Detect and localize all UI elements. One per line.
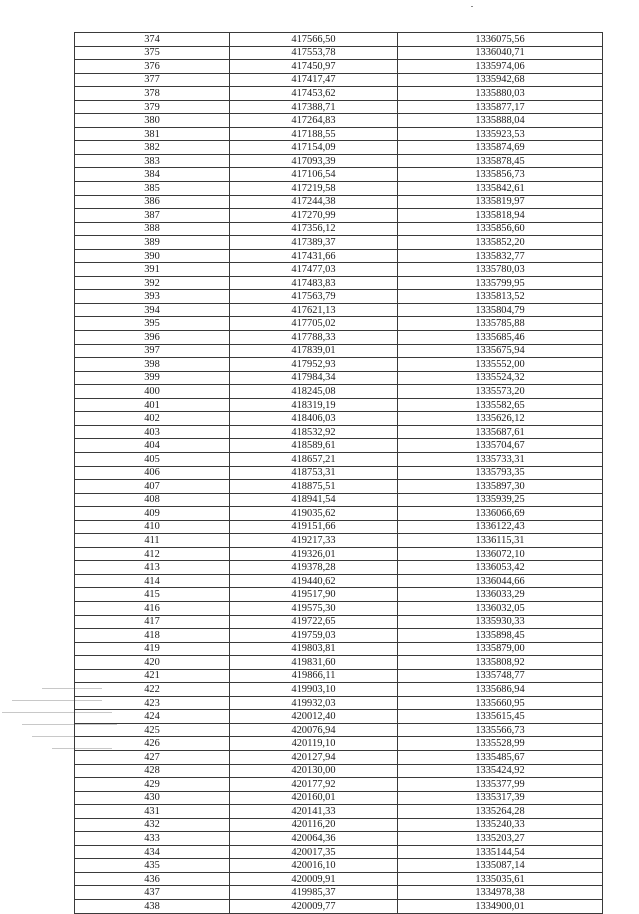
x-coordinate-cell: 419035,62 — [230, 507, 398, 521]
y-coordinate-cell: 1335923,53 — [398, 127, 603, 141]
table-row — [75, 629, 603, 643]
table-row — [75, 452, 603, 466]
point-number-cell: 438 — [75, 900, 230, 914]
y-coordinate-cell: 1335880,03 — [398, 87, 603, 101]
y-coordinate-cell: 1334978,38 — [398, 886, 603, 900]
table-row — [75, 358, 603, 372]
y-coordinate-cell: 1335733,31 — [398, 452, 603, 466]
x-coordinate-cell: 418589,61 — [230, 439, 398, 453]
x-coordinate-cell: 419217,33 — [230, 534, 398, 548]
x-coordinate-cell: 418319,19 — [230, 398, 398, 412]
x-coordinate-cell: 420009,91 — [230, 872, 398, 886]
table-row — [75, 60, 603, 74]
y-coordinate-cell: 1335819,97 — [398, 195, 603, 209]
x-coordinate-cell: 417477,03 — [230, 263, 398, 277]
table-row — [75, 303, 603, 317]
point-number-cell: 393 — [75, 290, 230, 304]
x-coordinate-cell: 417839,01 — [230, 344, 398, 358]
table-row — [75, 290, 603, 304]
table-row — [75, 750, 603, 764]
point-number-cell: 414 — [75, 574, 230, 588]
table-row — [75, 276, 603, 290]
y-coordinate-cell: 1335897,30 — [398, 480, 603, 494]
point-number-cell: 412 — [75, 547, 230, 561]
point-number-cell: 401 — [75, 398, 230, 412]
table-row — [75, 710, 603, 724]
x-coordinate-cell: 420064,36 — [230, 832, 398, 846]
y-coordinate-cell: 1335582,65 — [398, 398, 603, 412]
y-coordinate-cell: 1335808,92 — [398, 656, 603, 670]
point-number-cell: 422 — [75, 683, 230, 697]
point-number-cell: 380 — [75, 114, 230, 128]
coordinates-table — [74, 32, 603, 914]
y-coordinate-cell: 1336122,43 — [398, 520, 603, 534]
table-row — [75, 154, 603, 168]
x-coordinate-cell: 417705,02 — [230, 317, 398, 331]
table-row — [75, 425, 603, 439]
x-coordinate-cell: 419803,81 — [230, 642, 398, 656]
y-coordinate-cell: 1335748,77 — [398, 669, 603, 683]
x-coordinate-cell: 420130,00 — [230, 764, 398, 778]
table-row — [75, 195, 603, 209]
table-row — [75, 46, 603, 60]
y-coordinate-cell: 1335704,67 — [398, 439, 603, 453]
point-number-cell: 378 — [75, 87, 230, 101]
x-coordinate-cell: 417450,97 — [230, 60, 398, 74]
point-number-cell: 423 — [75, 696, 230, 710]
y-coordinate-cell: 1335087,14 — [398, 859, 603, 873]
table-row — [75, 236, 603, 250]
y-coordinate-cell: 1335974,06 — [398, 60, 603, 74]
table-row — [75, 683, 603, 697]
point-number-cell: 405 — [75, 452, 230, 466]
y-coordinate-cell: 1336115,31 — [398, 534, 603, 548]
x-coordinate-cell: 417566,50 — [230, 33, 398, 47]
point-number-cell: 394 — [75, 303, 230, 317]
table-row — [75, 818, 603, 832]
point-number-cell: 407 — [75, 480, 230, 494]
y-coordinate-cell: 1336066,69 — [398, 507, 603, 521]
y-coordinate-cell: 1335144,54 — [398, 845, 603, 859]
x-coordinate-cell: 420127,94 — [230, 750, 398, 764]
x-coordinate-cell: 417553,78 — [230, 46, 398, 60]
point-number-cell: 432 — [75, 818, 230, 832]
point-number-cell: 411 — [75, 534, 230, 548]
point-number-cell: 406 — [75, 466, 230, 480]
x-coordinate-cell: 418245,08 — [230, 385, 398, 399]
y-coordinate-cell: 1335785,88 — [398, 317, 603, 331]
table-row — [75, 656, 603, 670]
x-coordinate-cell: 417154,09 — [230, 141, 398, 155]
y-coordinate-cell: 1336053,42 — [398, 561, 603, 575]
x-coordinate-cell: 418406,03 — [230, 412, 398, 426]
y-coordinate-cell: 1336075,56 — [398, 33, 603, 47]
table-row — [75, 493, 603, 507]
point-number-cell: 392 — [75, 276, 230, 290]
y-coordinate-cell: 1336033,29 — [398, 588, 603, 602]
y-coordinate-cell: 1335813,52 — [398, 290, 603, 304]
table-row — [75, 127, 603, 141]
table-row — [75, 507, 603, 521]
table-row — [75, 845, 603, 859]
point-number-cell: 400 — [75, 385, 230, 399]
table-row — [75, 344, 603, 358]
x-coordinate-cell: 419985,37 — [230, 886, 398, 900]
table-row — [75, 642, 603, 656]
point-number-cell: 404 — [75, 439, 230, 453]
point-number-cell: 410 — [75, 520, 230, 534]
point-number-cell: 431 — [75, 805, 230, 819]
y-coordinate-cell: 1335377,99 — [398, 778, 603, 792]
point-number-cell: 429 — [75, 778, 230, 792]
point-number-cell: 397 — [75, 344, 230, 358]
y-coordinate-cell: 1336040,71 — [398, 46, 603, 60]
point-number-cell: 388 — [75, 222, 230, 236]
point-number-cell: 413 — [75, 561, 230, 575]
point-number-cell: 382 — [75, 141, 230, 155]
coordinates-sheet — [74, 32, 602, 914]
x-coordinate-cell: 419326,01 — [230, 547, 398, 561]
point-number-cell: 376 — [75, 60, 230, 74]
point-number-cell: 421 — [75, 669, 230, 683]
table-row — [75, 561, 603, 575]
table-row — [75, 209, 603, 223]
table-row — [75, 520, 603, 534]
y-coordinate-cell: 1335856,73 — [398, 168, 603, 182]
point-number-cell: 402 — [75, 412, 230, 426]
table-row — [75, 371, 603, 385]
point-number-cell: 391 — [75, 263, 230, 277]
y-coordinate-cell: 1335930,33 — [398, 615, 603, 629]
x-coordinate-cell: 418753,31 — [230, 466, 398, 480]
y-coordinate-cell: 1335832,77 — [398, 249, 603, 263]
table-row — [75, 696, 603, 710]
y-coordinate-cell: 1335685,46 — [398, 331, 603, 345]
y-coordinate-cell: 1335566,73 — [398, 723, 603, 737]
y-coordinate-cell: 1335528,99 — [398, 737, 603, 751]
y-coordinate-cell: 1336044,66 — [398, 574, 603, 588]
y-coordinate-cell: 1335573,20 — [398, 385, 603, 399]
x-coordinate-cell: 420009,77 — [230, 900, 398, 914]
table-row — [75, 832, 603, 846]
x-coordinate-cell: 417453,62 — [230, 87, 398, 101]
point-number-cell: 375 — [75, 46, 230, 60]
y-coordinate-cell: 1335552,00 — [398, 358, 603, 372]
y-coordinate-cell: 1336072,10 — [398, 547, 603, 561]
table-row — [75, 886, 603, 900]
table-row — [75, 263, 603, 277]
x-coordinate-cell: 418875,51 — [230, 480, 398, 494]
table-row — [75, 872, 603, 886]
table-row — [75, 73, 603, 87]
y-coordinate-cell: 1335877,17 — [398, 100, 603, 114]
x-coordinate-cell: 417431,66 — [230, 249, 398, 263]
y-coordinate-cell: 1335939,25 — [398, 493, 603, 507]
table-row — [75, 588, 603, 602]
x-coordinate-cell: 417788,33 — [230, 331, 398, 345]
x-coordinate-cell: 419932,03 — [230, 696, 398, 710]
table-row — [75, 778, 603, 792]
x-coordinate-cell: 417389,37 — [230, 236, 398, 250]
table-row — [75, 737, 603, 751]
x-coordinate-cell: 418657,21 — [230, 452, 398, 466]
x-coordinate-cell: 420141,33 — [230, 805, 398, 819]
point-number-cell: 427 — [75, 750, 230, 764]
y-coordinate-cell: 1335264,28 — [398, 805, 603, 819]
x-coordinate-cell: 419831,60 — [230, 656, 398, 670]
point-number-cell: 436 — [75, 872, 230, 886]
table-row — [75, 100, 603, 114]
y-coordinate-cell: 1335804,79 — [398, 303, 603, 317]
table-row — [75, 222, 603, 236]
point-number-cell: 399 — [75, 371, 230, 385]
table-row — [75, 900, 603, 914]
table-row — [75, 398, 603, 412]
x-coordinate-cell: 419575,30 — [230, 601, 398, 615]
y-coordinate-cell: 1335687,61 — [398, 425, 603, 439]
x-coordinate-cell: 417563,79 — [230, 290, 398, 304]
x-coordinate-cell: 420119,10 — [230, 737, 398, 751]
x-coordinate-cell: 419517,90 — [230, 588, 398, 602]
point-number-cell: 426 — [75, 737, 230, 751]
x-coordinate-cell: 417417,47 — [230, 73, 398, 87]
point-number-cell: 385 — [75, 182, 230, 196]
table-row — [75, 87, 603, 101]
point-number-cell: 374 — [75, 33, 230, 47]
x-coordinate-cell: 420012,40 — [230, 710, 398, 724]
y-coordinate-cell: 1335818,94 — [398, 209, 603, 223]
table-row — [75, 601, 603, 615]
table-row — [75, 805, 603, 819]
y-coordinate-cell: 1335626,12 — [398, 412, 603, 426]
point-number-cell: 415 — [75, 588, 230, 602]
point-number-cell: 424 — [75, 710, 230, 724]
x-coordinate-cell: 420017,35 — [230, 845, 398, 859]
point-number-cell: 395 — [75, 317, 230, 331]
x-coordinate-cell: 417188,55 — [230, 127, 398, 141]
x-coordinate-cell: 417244,38 — [230, 195, 398, 209]
table-row — [75, 466, 603, 480]
table-row — [75, 534, 603, 548]
x-coordinate-cell: 417264,83 — [230, 114, 398, 128]
table-row — [75, 480, 603, 494]
y-coordinate-cell: 1335686,94 — [398, 683, 603, 697]
table-row — [75, 723, 603, 737]
x-coordinate-cell: 417270,99 — [230, 209, 398, 223]
point-number-cell: 430 — [75, 791, 230, 805]
point-number-cell: 433 — [75, 832, 230, 846]
table-row — [75, 547, 603, 561]
y-coordinate-cell: 1335793,35 — [398, 466, 603, 480]
table-row — [75, 114, 603, 128]
point-number-cell: 384 — [75, 168, 230, 182]
x-coordinate-cell: 419866,11 — [230, 669, 398, 683]
x-coordinate-cell: 419440,62 — [230, 574, 398, 588]
table-row — [75, 317, 603, 331]
y-coordinate-cell: 1335888,04 — [398, 114, 603, 128]
y-coordinate-cell: 1335035,61 — [398, 872, 603, 886]
point-number-cell: 428 — [75, 764, 230, 778]
x-coordinate-cell: 420177,92 — [230, 778, 398, 792]
x-coordinate-cell: 420160,01 — [230, 791, 398, 805]
point-number-cell: 377 — [75, 73, 230, 87]
x-coordinate-cell: 417388,71 — [230, 100, 398, 114]
point-number-cell: 419 — [75, 642, 230, 656]
table-row — [75, 412, 603, 426]
point-number-cell: 379 — [75, 100, 230, 114]
point-number-cell: 408 — [75, 493, 230, 507]
y-coordinate-cell: 1335780,03 — [398, 263, 603, 277]
point-number-cell: 389 — [75, 236, 230, 250]
y-coordinate-cell: 1335524,32 — [398, 371, 603, 385]
table-row — [75, 385, 603, 399]
point-number-cell: 435 — [75, 859, 230, 873]
y-coordinate-cell: 1335424,92 — [398, 764, 603, 778]
x-coordinate-cell: 419759,03 — [230, 629, 398, 643]
x-coordinate-cell: 419151,66 — [230, 520, 398, 534]
point-number-cell: 417 — [75, 615, 230, 629]
y-coordinate-cell: 1335615,45 — [398, 710, 603, 724]
point-number-cell: 381 — [75, 127, 230, 141]
y-coordinate-cell: 1335856,60 — [398, 222, 603, 236]
table-row — [75, 33, 603, 47]
point-number-cell: 420 — [75, 656, 230, 670]
point-number-cell: 434 — [75, 845, 230, 859]
y-coordinate-cell: 1335485,67 — [398, 750, 603, 764]
y-coordinate-cell: 1334900,01 — [398, 900, 603, 914]
x-coordinate-cell: 420076,94 — [230, 723, 398, 737]
table-row — [75, 182, 603, 196]
point-number-cell: 390 — [75, 249, 230, 263]
x-coordinate-cell: 417952,93 — [230, 358, 398, 372]
y-coordinate-cell: 1335842,61 — [398, 182, 603, 196]
table-row — [75, 764, 603, 778]
table-row — [75, 439, 603, 453]
x-coordinate-cell: 418532,92 — [230, 425, 398, 439]
point-number-cell: 416 — [75, 601, 230, 615]
x-coordinate-cell: 417219,58 — [230, 182, 398, 196]
y-coordinate-cell: 1335942,68 — [398, 73, 603, 87]
x-coordinate-cell: 417984,34 — [230, 371, 398, 385]
point-number-cell: 425 — [75, 723, 230, 737]
y-coordinate-cell: 1335878,45 — [398, 154, 603, 168]
table-row — [75, 141, 603, 155]
scan-speck — [471, 6, 473, 7]
x-coordinate-cell: 417483,83 — [230, 276, 398, 290]
x-coordinate-cell: 419378,28 — [230, 561, 398, 575]
x-coordinate-cell: 419722,65 — [230, 615, 398, 629]
y-coordinate-cell: 1335317,39 — [398, 791, 603, 805]
point-number-cell: 383 — [75, 154, 230, 168]
y-coordinate-cell: 1335799,95 — [398, 276, 603, 290]
point-number-cell: 403 — [75, 425, 230, 439]
point-number-cell: 386 — [75, 195, 230, 209]
point-number-cell: 437 — [75, 886, 230, 900]
y-coordinate-cell: 1335203,27 — [398, 832, 603, 846]
x-coordinate-cell: 419903,10 — [230, 683, 398, 697]
table-row — [75, 168, 603, 182]
x-coordinate-cell: 417106,54 — [230, 168, 398, 182]
y-coordinate-cell: 1335240,33 — [398, 818, 603, 832]
x-coordinate-cell: 420016,10 — [230, 859, 398, 873]
table-row — [75, 249, 603, 263]
x-coordinate-cell: 417093,39 — [230, 154, 398, 168]
x-coordinate-cell: 420116,20 — [230, 818, 398, 832]
y-coordinate-cell: 1335879,00 — [398, 642, 603, 656]
point-number-cell: 398 — [75, 358, 230, 372]
x-coordinate-cell: 417356,12 — [230, 222, 398, 236]
table-row — [75, 669, 603, 683]
table-row — [75, 331, 603, 345]
y-coordinate-cell: 1335660,95 — [398, 696, 603, 710]
x-coordinate-cell: 417621,13 — [230, 303, 398, 317]
table-row — [75, 859, 603, 873]
table-row — [75, 791, 603, 805]
y-coordinate-cell: 1335898,45 — [398, 629, 603, 643]
y-coordinate-cell: 1335852,20 — [398, 236, 603, 250]
point-number-cell: 396 — [75, 331, 230, 345]
y-coordinate-cell: 1336032,05 — [398, 601, 603, 615]
y-coordinate-cell: 1335874,69 — [398, 141, 603, 155]
coordinates-table-body — [75, 33, 603, 914]
point-number-cell: 409 — [75, 507, 230, 521]
table-row — [75, 615, 603, 629]
point-number-cell: 387 — [75, 209, 230, 223]
point-number-cell: 418 — [75, 629, 230, 643]
y-coordinate-cell: 1335675,94 — [398, 344, 603, 358]
x-coordinate-cell: 418941,54 — [230, 493, 398, 507]
table-row — [75, 574, 603, 588]
